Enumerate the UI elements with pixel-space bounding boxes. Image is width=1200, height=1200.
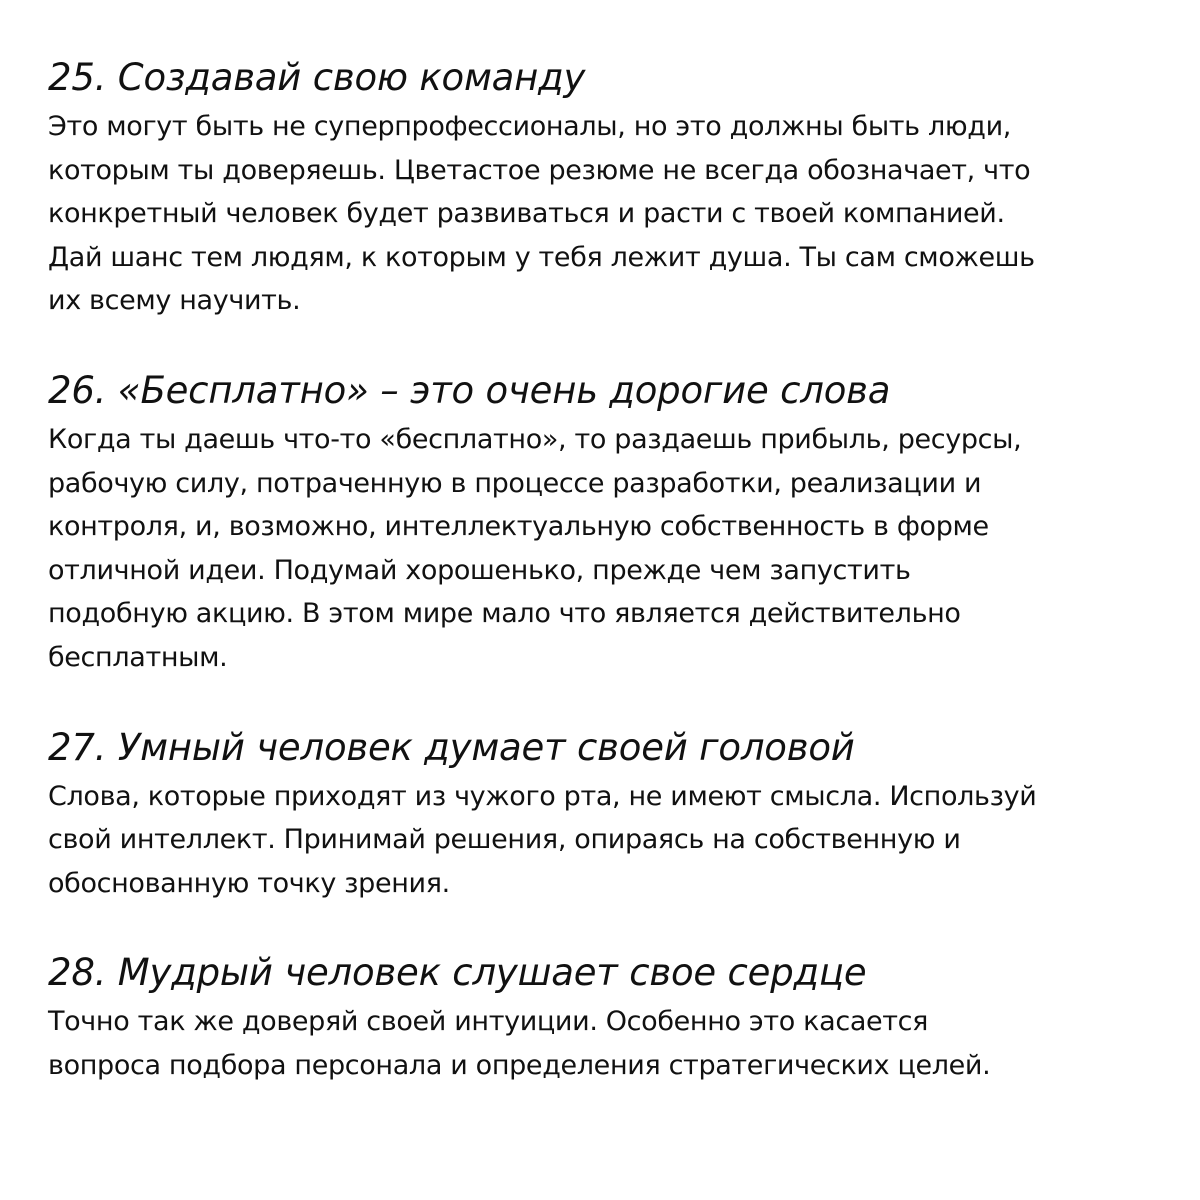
section-heading: 27. Умный человек думает своей головой — [48, 725, 855, 769]
section-28 — [48, 946, 1160, 1087]
body-line: Дай шанс тем людям, к которым у тебя лежит душа. Ты сам сможешь — [48, 241, 1035, 273]
section-heading: 28. Мудрый человек слушает свое сердце — [48, 951, 867, 995]
section-27 — [48, 721, 1160, 906]
section-heading: 25. Создавай свою команду — [48, 56, 586, 99]
body-line: контроля, и, возможно, интеллектуальную собственность в форме — [48, 511, 989, 543]
body-line: их всему научить. — [48, 285, 301, 317]
body-line: подобную акцию. В этом мире мало что является действительно — [48, 598, 961, 630]
body-line: рабочую силу, потраченную в процессе разработки, реализации и — [48, 467, 982, 499]
section-body — [48, 1000, 1160, 1087]
body-line: отличной идеи. Подумай хорошенько, прежде чем запустить — [48, 554, 911, 586]
body-line: обоснованную точку зрения. — [48, 867, 450, 899]
body-line: Когда ты даешь что-то «бесплатно», то раздаешь прибыль, ресурсы, — [48, 423, 1022, 455]
section-body — [48, 105, 1160, 323]
body-line: которым ты доверяешь. Цветастое резюме не всегда обозначает, что — [48, 154, 1031, 186]
section-25 — [48, 51, 1160, 323]
body-line: Это могут быть не суперпрофессионалы, но это должны быть люди, — [48, 111, 1012, 142]
section-body — [48, 418, 1160, 680]
section-body — [48, 775, 1160, 906]
body-line: Точно так же доверяй своей интуиции. Особенно это касается — [48, 1006, 929, 1038]
section-heading: 26. «Бесплатно» – это очень дорогие слова — [48, 368, 891, 412]
body-line: конкретный человек будет развиваться и расти с твоей компанией. — [48, 198, 1005, 230]
body-line: свой интеллект. Принимай решения, опираясь на собственную и — [48, 824, 961, 856]
body-line: вопроса подбора персонала и определения стратегических целей. — [48, 1049, 991, 1081]
section-26 — [48, 364, 1160, 680]
body-line: Слова, которые приходят из чужого рта, не имеют смысла. Используй — [48, 780, 1037, 812]
body-line: бесплатным. — [48, 641, 228, 673]
